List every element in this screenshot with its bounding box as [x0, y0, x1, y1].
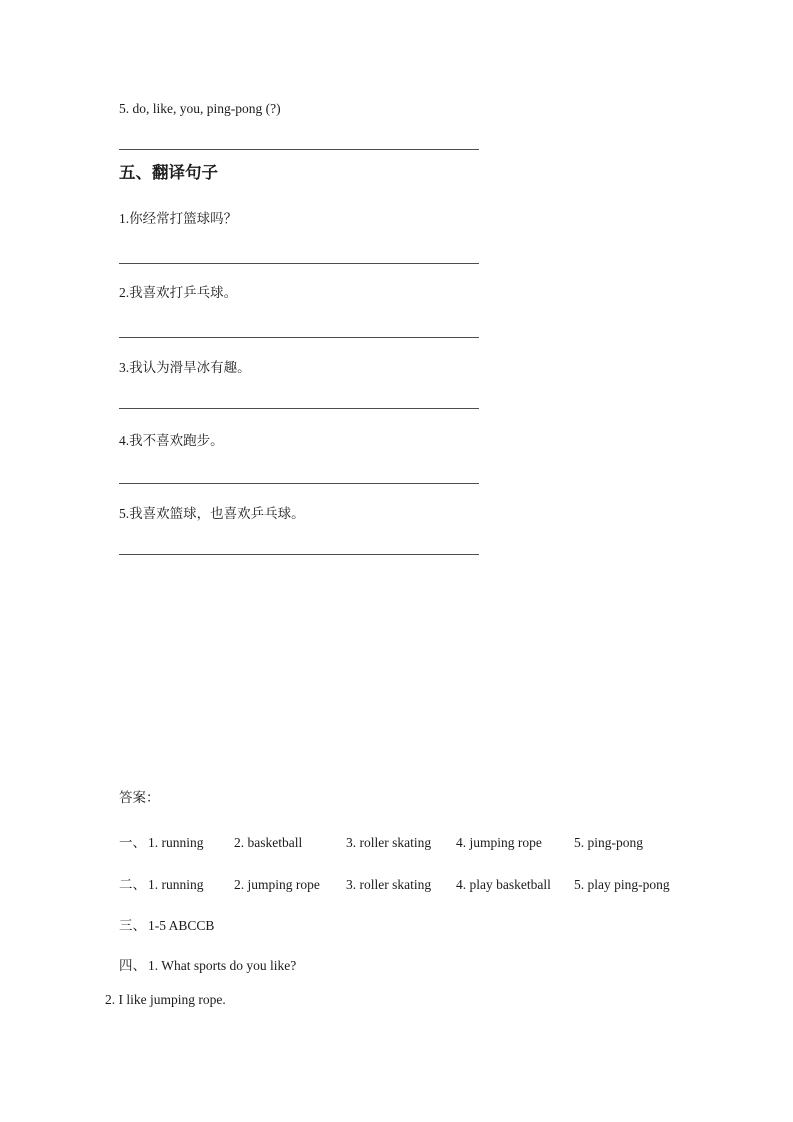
answers-label: 答案：	[119, 790, 160, 805]
answer-row-prefix: 三、	[119, 918, 146, 933]
answer-line-4	[119, 483, 479, 484]
answer-item: 5. ping-pong	[574, 835, 643, 850]
translation-item-3: 3.我认为滑旱冰有趣。	[119, 360, 251, 375]
answer-row-section4-cont	[105, 992, 226, 1008]
word-order-item-5: 5. do, like, you, ping-pong (?)	[119, 101, 281, 116]
answer-item: 1-5 ABCCB	[148, 918, 215, 933]
answer-item: 2. I like jumping rope.	[105, 992, 226, 1007]
answer-item: 5. play ping-pong	[574, 877, 670, 892]
answer-item: 3. roller skating	[346, 877, 432, 892]
translation-item-5: 5.我喜欢篮球，也喜欢乒乓球。	[119, 506, 305, 521]
answer-item: 1. running	[148, 835, 204, 850]
answer-line-5	[119, 554, 479, 555]
answer-row-prefix: 一、	[119, 835, 146, 850]
section-heading-translate: 五、翻译句子	[119, 164, 218, 182]
answer-item: 3. roller skating	[346, 835, 432, 850]
translation-item-4: 4.我不喜欢跑步。	[119, 433, 224, 448]
answer-item: 4. jumping rope	[456, 835, 542, 850]
answer-line-2	[119, 337, 479, 338]
answer-row-prefix: 四、	[119, 958, 146, 973]
answer-line-1	[119, 263, 479, 264]
answer-line-intro	[119, 149, 479, 150]
answer-item: 2. jumping rope	[234, 877, 320, 892]
translation-item-1: 1.你经常打篮球吗？	[119, 211, 238, 226]
answer-item: 2. basketball	[234, 835, 303, 850]
answer-row-section2	[119, 877, 670, 893]
answer-row-section3	[119, 918, 214, 934]
answer-item: 4. play basketball	[456, 877, 551, 892]
answer-item: 1. running	[148, 877, 204, 892]
answer-row-section4	[119, 958, 296, 974]
answer-row-section1	[119, 835, 643, 851]
answer-line-3	[119, 408, 479, 409]
translation-item-2: 2.我喜欢打乒乓球。	[119, 285, 238, 300]
answer-row-prefix: 二、	[119, 877, 146, 892]
answer-item: 1. What sports do you like?	[148, 958, 297, 973]
